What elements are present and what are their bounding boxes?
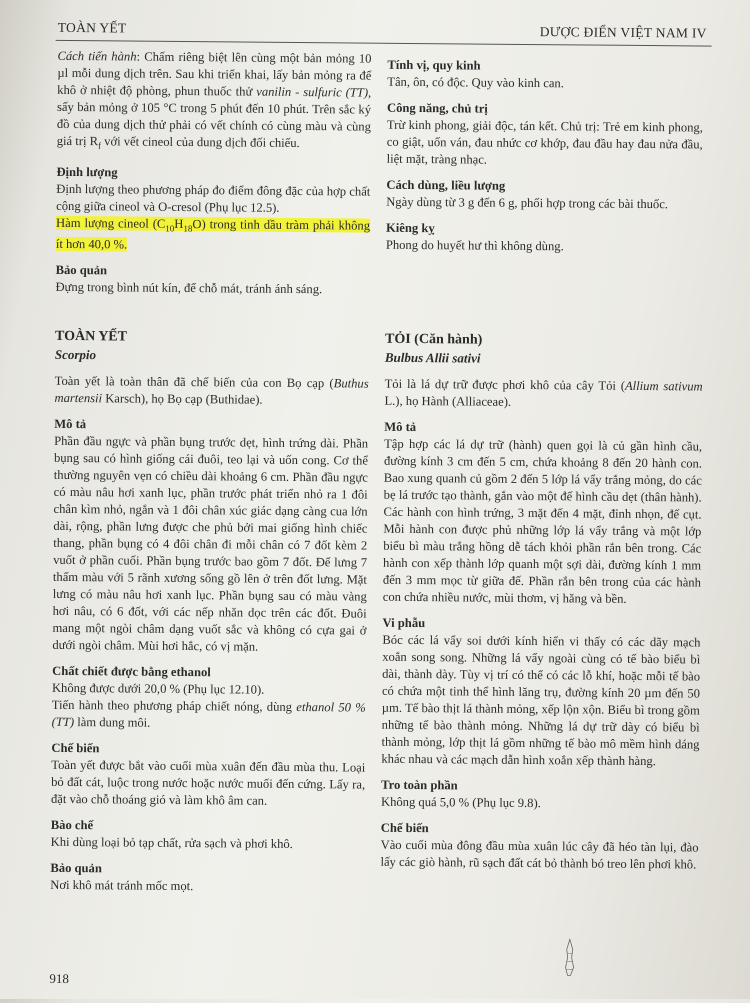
extract-text-2: Tiến hành theo phương pháp chiết nóng, dùng ethanol 50 % (TT) làm dung môi. [51, 697, 366, 730]
monograph-toan-yet [50, 328, 369, 897]
processing-heading: Chế biến [51, 740, 100, 756]
description-text: Phần đầu ngực và phần bụng trước dẹt, hình trứng dài. Phần bụng sau có hình giống cái đuôi, teo lại và uốn cong. Cơ thể thường nguyên vẹn có chiều dài khoảng 6 cm. Phần đầu ngực có màu nâu hơi xanh lục, phần trước phát triển nhỏ ra 1 đôi chân kìm nhỏ, ngắn và 1 đôi chân xúc giác dạng càng cua lớn dài, rộng, phần lưng được che phủ bởi mai giống hình chiếc thang, phần bụng có 4 đôi chân đi mỗi chân có 7 đốt kèm 2 vuốt ở phần cuối. Phần bụng trước bao gồm 7 đốt. Để lưng 7 thấm màu với 5 rãnh xương sống gồ lên ở trên đốt lưng. Mặt lưng có màu nâu hơi xanh lục. Phần bụng sau có màu vàng hơi nâu, có 6 đốt, với các nếp nhăn dọc trên các đốt. Đuôi mang một ngòi châm dạng vuốt sắc và không có cựa gai ở dưới ngòi châm. Mùi hơi hắc, có vị mặn. [52, 433, 369, 654]
description-heading: Mô tả [54, 416, 87, 432]
microscopy-heading: Vi phẫu [382, 615, 426, 631]
top-right-column [386, 57, 704, 257]
processing-text: Toàn yết được bắt vào cuối mùa xuân đến đầu mùa thu. Loại bỏ đất cát, luộc trong nước hoặc nước muối đến cứng. Lấy ra, đặt vào chỗ thoáng gió và làm khô âm can. [50, 757, 366, 808]
ash-heading: Tro toàn phần [381, 777, 458, 793]
running-header-left: TOÀN YẾT [57, 19, 127, 36]
monograph-title: TOÀN YẾT [54, 328, 128, 345]
taste-text: Tân, ôn, có độc. Quy vào kinh can. [387, 74, 564, 91]
monograph-title-2: TỎI (Căn hành) [384, 331, 483, 348]
header-rule [56, 40, 712, 47]
intro-text: Toàn yết là toàn thân đã chế biến của con Bọ cạp (Buthus martensii Karsch), họ Bọ cạp (Buthidae). [54, 373, 369, 407]
processing-text-2: Vào cuối mùa đông đầu mùa xuân lúc cây đã héo tàn lụi, đào lấy các giò hành, rũ sạch đất cát bỏ thành bó treo lên phơi khô. [380, 837, 699, 872]
assay-highlighted-text: Hàm lượng cineol $(C_{10}H_{18}O)$ trong tinh dầu tràm phải không ít hơn 40,0 %. [55, 215, 371, 252]
storage-heading-2: Bảo quản [50, 860, 102, 876]
taste-heading: Tính vị, quy kinh [387, 57, 481, 73]
contraindication-text: Phong do huyết hư thì không dùng. [385, 237, 564, 254]
contraindication-heading: Kiêng kỵ [385, 220, 435, 236]
microscopy-text: Bóc các lá vẩy soi dưới kính hiển vi thấy có các dãy mạch xoắn song song. Những lá vẩy ngoài cùng có tế bào biểu bì dài, thành dày. Tùy vị trí có thể có các lỗ khí, hoặc mỗi tế bào có chứa một tinh thể hình lăng trụ, đường kính 20 µm đến 50 µm. Tế bào thịt lá thành mỏng, xếp lộn xộn. Biểu bì trong gồm những tế bào thành mỏng. Những lá dự trữ dày có biểu bì thành mỏng, lớp thịt lá gồm những tế bào mô mềm hình dáng khác nhau và các mạch dẫn hình xoắn xếp thành hàng. [381, 632, 701, 769]
storage-text-2: Nơi khô mát tránh mốc mọt. [50, 877, 194, 894]
function-text: Trừ kinh phong, giải độc, tán kết. Chủ trị: Trẻ em kinh phong, co giật, uốn ván, đau nhức cơ khớp, đau đầu hay đau nửa đầu, liệt mặt, tràng nhạc. [386, 117, 703, 167]
dosage-heading: Cách dùng, liều lượng [386, 177, 506, 193]
processing-heading-2: Chế biến [380, 820, 429, 836]
monograph-latin-name: Scorpio [54, 346, 97, 363]
description-text-2: Tập hợp các lá dự trữ (hành) quen gọi là củ gần hình cầu, đường kính 3 cm đến 5 cm, chứa khoảng 8 đến 20 hành con. Bao xung quanh củ gồm 2 đến 5 lớp lá vẩy trắng mỏng, do các bẹ lá trước tạo thành, gắn vào một đế hình cầu dẹt (thân hành). Các hành con hình trứng, 3 mặt đến 4 mặt, đỉnh nhọn, đế cụt. Mỗi hành con được phủ những lớp lá vẩy trắng và một lớp biểu bì màu trắng hồng dễ tách khỏi phần rắn bên trong. Các hành con xếp thành lớp quanh một sợi dài, đường kính 1 mm đến 3 mm mọc từ giữa đế. Phần rắn bên trong của các hành con chứa nhiều nước, mùi thơm, vị hăng và bền. [382, 436, 703, 606]
page-number: 918 [49, 970, 70, 987]
dosage-text: Ngày dùng từ 3 g đến 6 g, phối hợp trong các bài thuốc. [386, 194, 669, 212]
preparation-text: Khi dùng loại bỏ tạp chất, rửa sạch và phơi khô. [50, 834, 293, 851]
library-stamp-mark [561, 937, 577, 977]
extract-heading: Chất chiết được bằng ethanol [52, 663, 211, 680]
monograph-toi [380, 331, 703, 874]
method-paragraph: Cách tiến hành: Chấm riêng biệt lên cùng một bản mỏng 10 µl mỗi dung dịch trên. Sau khi triển khai, lấy bản mỏng ra để khô ở nhiệt độ phòng, phun thuốc thử vanilin - sulfuric (TT), sấy bản mỏng ở 105 °C trong 5 phút đến 10 phút. Trên sắc ký đồ của dung dịch thử phải có vết chính có cùng màu và cùng giá trị $R_f$ với vết cineol của dung dịch đối chiếu. [56, 48, 372, 151]
storage-text: Đựng trong bình nút kín, để chỗ mát, tránh ánh sáng. [55, 279, 323, 297]
assay-heading: Định lượng [56, 164, 118, 179]
running-header-right: DƯỢC ĐIỂN VIỆT NAM IV [539, 24, 707, 41]
storage-heading: Bảo quản [55, 262, 108, 278]
monograph-latin-name-2: Bulbus Allii sativi [384, 349, 481, 366]
extract-text-1: Không được dưới 20,0 % (Phụ lục 12.10). [51, 680, 265, 697]
preparation-heading: Bào chế [50, 817, 94, 833]
ash-text: Không quá 5,0 % (Phụ lục 9.8). [380, 794, 541, 811]
method-label: Cách tiến hành [57, 48, 137, 64]
description-heading-2: Mô tả [384, 419, 417, 435]
top-left-column [55, 48, 371, 299]
assay-text: Định lượng theo phương pháp đo điểm đông đặc của hợp chất cộng giữa cineol và O-cresol (Phụ lục 12.5). [56, 181, 371, 215]
intro-text-2: Tỏi là lá dự trữ được phơi khô của cây Tỏi (Allium sativum L.), họ Hành (Alliaceae). [384, 376, 703, 409]
function-heading: Công năng, chủ trị [387, 100, 488, 116]
